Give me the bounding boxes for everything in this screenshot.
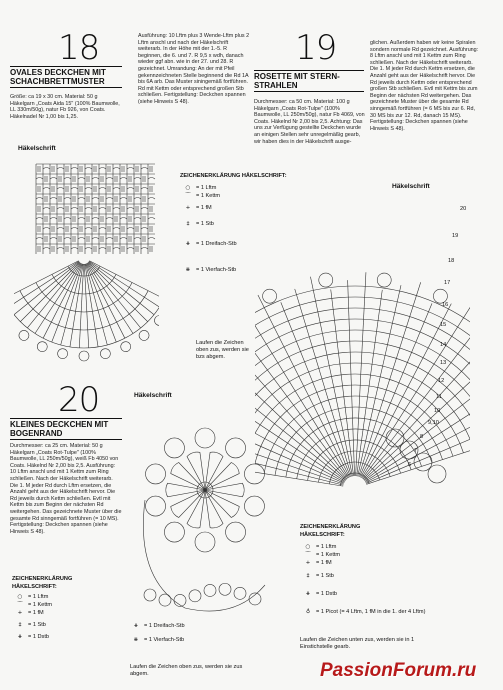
row-label: 8 <box>420 434 424 440</box>
row-label: 19 <box>452 233 459 239</box>
title-line: KLEINES DECKCHEN MIT <box>10 420 109 429</box>
chart-stroke <box>43 248 50 250</box>
legend-item <box>12 609 82 617</box>
chart-stroke <box>120 198 127 200</box>
chart-stroke <box>64 238 71 240</box>
chart-stroke <box>92 178 99 180</box>
row-label: 7 <box>414 448 418 454</box>
legend-text: = 1 Vierfach-Stb <box>144 637 185 643</box>
legend-text: = 1 Kettm <box>28 602 53 608</box>
treble-crochet-icon: ⧺ <box>305 591 311 597</box>
chart-stroke <box>139 330 149 340</box>
legend-text: = 1 Stb <box>28 622 46 628</box>
pattern-title-18 <box>10 66 122 88</box>
row-label: 14 <box>440 342 447 348</box>
chart-stroke <box>50 218 57 220</box>
legend-text: = 1 Lftm <box>28 594 49 600</box>
chart-stroke <box>148 238 155 240</box>
chart-stroke <box>19 330 29 340</box>
legend-item <box>128 636 185 644</box>
chart-stroke <box>113 248 120 250</box>
chart-stroke <box>99 228 106 230</box>
chart-stroke <box>64 198 71 200</box>
chart-stroke <box>113 228 120 230</box>
legend-text: = 1 Lftm <box>316 544 337 550</box>
chart-stroke <box>43 168 50 170</box>
chart-stroke <box>141 188 148 190</box>
chart-stroke <box>106 178 113 180</box>
slip-stitch-icon: ⌒ <box>17 602 23 608</box>
chart-stroke <box>187 490 205 528</box>
chart-stroke <box>141 228 148 230</box>
legend-text: = 1 Dreifach-Stb <box>144 623 185 629</box>
row-label: 10 <box>434 408 441 414</box>
chart-stroke <box>50 238 57 240</box>
title-line: STRAHLEN <box>254 81 298 90</box>
legend-text: = 1 Lftm <box>196 185 217 191</box>
pattern-number-18: 18 <box>58 28 100 68</box>
chart-stroke <box>50 198 57 200</box>
chart-stroke <box>106 238 113 240</box>
chart-note-20: Laufen die Zeichen oben zus, werden sie zus abgem. <box>130 664 243 677</box>
chart-stroke <box>78 178 85 180</box>
triple-treble-icon: ⧺ <box>133 623 139 629</box>
chart-stroke <box>78 198 85 200</box>
chart-stroke <box>144 589 156 601</box>
chart-stroke <box>348 280 355 476</box>
chart-stroke <box>360 303 432 477</box>
chart-stroke <box>84 264 88 348</box>
legend-item <box>300 543 450 551</box>
legend-text: = 1 fM <box>316 560 332 566</box>
pattern-title-19 <box>254 70 364 92</box>
chart-stroke <box>36 198 43 200</box>
chart-stroke <box>234 587 246 599</box>
chart-stroke <box>27 263 80 328</box>
chart-stroke <box>58 349 68 359</box>
chart-stroke <box>85 208 92 210</box>
chart-stroke <box>43 208 50 210</box>
quad-treble-icon: ⧻ <box>185 267 191 273</box>
chart-label-18: Häkelschrift <box>18 145 56 152</box>
single-crochet-icon: + <box>17 610 23 616</box>
chart-stroke <box>85 228 92 230</box>
pattern-20-instructions: Durchmesser: ca 25 cm. Material: 50 g Häkelgarn „Coats Rot-Tulpe" (100% Baumwolle, LL 250m/50g), weiß Fb 4050 von Coats. Häkelnd Nr 2,00 bis 2,5. Ausführung: 10 Lftm anschl und mit 1 Kettm zum Ring schließen. Nach der Häkelschrift weiterarb. Die 1. M jeder Rd durch Lftm ersetzen, die Anzahl geht aus der Häkelschrift hervor. Die Rd jeweils durch Kettm schließen. Evtl mit Kettm bis zum Beginn der nächsten Rd weitergehen. Das gezeichnete Muster über die gesamte Rd sinngemäß fortführen (= 10 MS). Fertigstellung: Deckchen spannen (siehe Hinweis S 48). <box>10 443 122 535</box>
chart-stroke <box>106 198 113 200</box>
chart-stroke <box>141 208 148 210</box>
slip-stitch-icon: ⌒ <box>185 193 191 199</box>
legend-heading: ZEICHENERKLÄRUNG HÄKELSCHRIFT: <box>12 576 73 590</box>
chart-stroke <box>146 496 166 516</box>
chart-stroke <box>71 188 78 190</box>
chart-stroke <box>71 248 78 250</box>
chart-stroke <box>88 263 141 328</box>
double-crochet-icon: ‡ <box>306 573 310 579</box>
triple-treble-icon: ⧺ <box>185 241 191 247</box>
chart-stroke <box>99 188 106 190</box>
chart-stroke <box>71 228 78 230</box>
chart-stroke <box>20 291 148 330</box>
chart-stroke <box>36 283 132 312</box>
chart-stroke <box>36 178 43 180</box>
legend-heading: ZEICHENERKLÄRUNG HÄKELSCHRIFT: <box>180 173 287 179</box>
single-crochet-icon: + <box>185 205 191 211</box>
chart-stroke <box>92 198 99 200</box>
chain-icon: ○ <box>185 185 191 191</box>
chart-stroke <box>14 262 79 315</box>
chart-stroke <box>57 188 64 190</box>
chart-stroke <box>428 465 446 483</box>
chart-stroke <box>134 198 141 200</box>
chart-stroke <box>159 594 171 606</box>
chart-stroke <box>85 188 92 190</box>
legend-item <box>128 622 185 630</box>
chart-stroke <box>120 238 127 240</box>
chart-stroke <box>78 238 85 240</box>
chart-stroke <box>43 228 50 230</box>
chart-stroke <box>141 168 148 170</box>
chart-stroke <box>57 208 64 210</box>
chart-stroke <box>205 463 239 490</box>
chart-stroke <box>89 261 159 307</box>
chart-stroke <box>79 264 83 348</box>
chart-stroke <box>14 261 79 299</box>
chart-stroke <box>155 315 159 325</box>
chart-stroke <box>52 274 116 294</box>
legend-item <box>300 590 450 598</box>
chart-stroke <box>120 218 127 220</box>
single-crochet-icon: + <box>305 560 311 566</box>
chart-stroke <box>319 273 333 287</box>
chart-stroke <box>171 490 205 517</box>
chart-stroke <box>295 289 352 477</box>
chart-stroke <box>134 178 141 180</box>
chain-icon: ○ <box>305 544 311 550</box>
legend-item <box>12 593 82 601</box>
chart-stroke <box>226 438 246 458</box>
legend-text: = 1 Stb <box>316 573 334 579</box>
chart-stroke <box>85 248 92 250</box>
title-line: ROSETTE MIT STERN- <box>254 72 340 81</box>
chart-stroke <box>195 428 215 448</box>
chart-stroke <box>113 168 120 170</box>
chart-note-19: Laufen die Zeichen unten zus, werden sie in 1 Einstichstelle gearb. <box>300 637 415 650</box>
chart-stroke <box>244 496 264 516</box>
chart-stroke <box>171 463 205 490</box>
chart-stroke <box>226 522 246 542</box>
legend-text: = 1 Stb <box>196 221 214 227</box>
chart-label-19: Häkelschrift <box>392 183 430 190</box>
chart-stroke <box>127 228 134 230</box>
chain-icon: ○ <box>17 594 23 600</box>
title-line: OVALES DECKCHEN MIT <box>10 68 106 77</box>
row-label: 20 <box>460 206 467 212</box>
chart-stroke <box>195 532 215 552</box>
chart-stroke <box>120 178 127 180</box>
pattern-title-20 <box>10 418 122 440</box>
chart-stroke <box>263 289 277 303</box>
chart-stroke <box>64 218 71 220</box>
chart-stroke <box>89 262 154 315</box>
chart-stroke <box>57 248 64 250</box>
chart-stroke <box>205 483 244 497</box>
chart-stroke <box>148 218 155 220</box>
chart-stroke <box>127 248 134 250</box>
chart-stroke <box>85 168 92 170</box>
legend-text: = 1 Dstb <box>316 591 337 597</box>
chart-stroke <box>86 264 108 345</box>
legend-item <box>12 633 82 641</box>
row-label: 15 <box>440 322 447 328</box>
chart-stroke <box>78 218 85 220</box>
double-crochet-icon: ‡ <box>18 622 22 628</box>
title-line: SCHACHBRETTMUSTER <box>10 77 105 86</box>
chart-stroke <box>36 218 43 220</box>
pattern-18-instructions: Ausführung: 10 Lftm plus 3 Wende-Lftm plus 2 Lftm anschl und nach der Häkelschrift weiterarb. In der Höhe mit der 1.-5. R beginnen, die 6. und 7. R 9,5 x wdh, danach wieder ggf abn. wie in der 27. und 28. R gezeichnet. Umrandung: An der mit Pfeil gekennzeichneten Stelle beginnend die Rd 1A bis 6A arb. Das Muster siningemäß fortführen. Rd mit Kettm oder entsprechend großen Stb schließen. Fertigstellung: Deckchen spannen (siehe Hinweis S 48). <box>138 33 250 105</box>
chart-stroke <box>255 341 470 465</box>
legend-text: = 1 fM <box>196 205 212 211</box>
chart-stroke <box>71 208 78 210</box>
chart-stroke <box>361 304 452 478</box>
chart-stroke <box>141 248 148 250</box>
pattern-18-materials: Größe: ca 19 x 30 cm. Material: 50 g Häkelgarn „Coats Aida 15" (100% Baumwolle, LL 330m/50g), natur Fb 926, von Coats. Häkelnadel Nr 1,00 bis 1,25. <box>10 94 120 120</box>
slip-stitch-icon: ⌒ <box>305 552 311 558</box>
chart-stroke <box>37 342 47 352</box>
chart-stroke <box>134 238 141 240</box>
title-line: BOGENRAND <box>10 429 63 438</box>
chart-stroke <box>166 483 205 497</box>
legend-text: = 1 fM <box>28 610 44 616</box>
chart-stroke <box>366 424 470 485</box>
legend-item <box>300 559 450 567</box>
chart-stroke <box>71 168 78 170</box>
legend-text: = 1 Dstb <box>28 634 49 640</box>
chart-stroke <box>146 464 166 484</box>
legend-item <box>300 551 450 559</box>
quad-treble-icon: ⧻ <box>133 637 139 643</box>
chart-stroke <box>134 218 141 220</box>
row-label: 16 <box>442 302 449 308</box>
chart-stroke <box>68 266 100 276</box>
legend-20-extra <box>128 622 185 644</box>
pattern-number-20: 20 <box>58 380 100 420</box>
pattern-19-instructions: glichen. Außerdem haben wir keine Spiralen sondern normale Rd gezeichnet. Ausführung: 8 Lftm anschl und mit 1 Kettm zum Ring schließen. Nach der Häkelschrift weiterarb. Die 1. M jeder Rd durch Kettm ersetzen, die Anzahl geht aus der Häkelschrift hervor. Die Rd jeweils durch Kettm oder entsprechend großen Stb schließen. Evtl mit Kettm bis zum Beginn der nächsten Rd weitergehen. Das gezeichnete Muster über die gesamte Rd sinngemäß fortführen (= 6 MS bis zur 6. Rd, 30 MS bis zur 12. Rd, danach 15 MS). Fertigstellung: Deckchen spannen (siehe Hinweis S 48). <box>370 40 479 132</box>
chart-stroke <box>50 178 57 180</box>
legend-text: = 1 Kettm <box>316 552 341 558</box>
legend-text: = 1 Dreifach-Stb <box>196 241 237 247</box>
chart-stroke <box>205 490 223 528</box>
legend-text: = 1 Kettm <box>196 193 221 199</box>
chart-stroke <box>219 583 231 595</box>
chart-stroke <box>127 168 134 170</box>
chart-stroke <box>99 208 106 210</box>
chart-stroke <box>363 334 470 479</box>
chart-stroke <box>189 590 201 602</box>
chart-stroke <box>255 286 470 456</box>
row-label: 9,10 <box>428 420 439 426</box>
chart-stroke <box>36 238 43 240</box>
chart-stroke <box>106 218 113 220</box>
chart-stroke <box>164 522 184 542</box>
chart-stroke <box>365 375 470 481</box>
chart-stroke <box>113 208 120 210</box>
chart-stroke <box>205 490 239 517</box>
chart-stroke <box>113 188 120 190</box>
row-label: 17 <box>444 280 451 286</box>
chart-stroke <box>143 500 265 611</box>
chart-stroke <box>64 178 71 180</box>
chart-stroke <box>377 273 391 287</box>
row-label: 11 <box>436 394 442 400</box>
row-label: 6 <box>408 462 412 468</box>
crochet-chart-19 <box>255 188 470 500</box>
row-label: 18 <box>448 258 455 264</box>
crochet-chart-20 <box>130 398 280 616</box>
chart-note-18: Laufen die Zeichen oben zus, werden sie bzs abgem. <box>196 340 249 360</box>
chart-stroke <box>57 168 64 170</box>
row-label: 13 <box>440 360 447 366</box>
chart-stroke <box>43 188 50 190</box>
chart-stroke <box>187 452 205 490</box>
legend-item <box>300 572 450 580</box>
legend-heading: ZEICHENERKLÄRUNG HÄKELSCHRIFT: <box>300 524 361 538</box>
chart-stroke <box>57 228 64 230</box>
chart-stroke <box>61 264 83 345</box>
watermark: PassionForum.ru <box>320 660 477 681</box>
chart-stroke <box>127 208 134 210</box>
chart-stroke <box>244 464 264 484</box>
legend-item <box>300 608 450 616</box>
chart-stroke <box>164 438 184 458</box>
chart-label-20: Häkelschrift <box>134 392 172 399</box>
chart-stroke <box>364 366 470 481</box>
chart-stroke <box>127 188 134 190</box>
chart-stroke <box>92 218 99 220</box>
chart-stroke <box>100 349 110 359</box>
chart-stroke <box>99 248 106 250</box>
pattern-19-materials: Durchmesser: ca 50 cm. Material: 100 g Häkelgarn „Coats Rot-Tulpe" (100% Baumwolle, LL 250m/50g), natur Fb 4069, von Coats. Häkelnd Nr 2,00 bis 2,5. Achtung: Das uns zur Verfügung gestellte Deckchen wurde an einigen Stellen sehr unregelmäßig gearb, wir haben dies in der Häkelschrift ausge- <box>254 99 365 145</box>
double-crochet-icon: ‡ <box>186 221 190 227</box>
legend-text: = 1 Vierfach-Stb <box>196 267 237 273</box>
row-label: 12 <box>438 378 445 384</box>
picot-icon: ♁ <box>305 609 311 615</box>
chart-stroke <box>366 387 470 482</box>
chart-stroke <box>79 351 89 361</box>
chart-stroke <box>99 168 106 170</box>
chart-stroke <box>204 584 216 596</box>
pattern-number-19: 19 <box>295 28 337 68</box>
treble-crochet-icon: ⧺ <box>17 634 23 640</box>
legend-item <box>12 621 82 629</box>
legend-text: = 1 Picot (= 4 Lftm, 1 fM in die 1. der 4 Lftm) <box>316 609 426 615</box>
chart-stroke <box>148 198 155 200</box>
chart-stroke <box>148 178 155 180</box>
chart-stroke <box>121 342 131 352</box>
legend-item <box>12 601 82 609</box>
legend-20 <box>12 575 82 641</box>
chart-stroke <box>331 289 354 476</box>
chart-stroke <box>92 238 99 240</box>
crochet-chart-18 <box>14 150 159 372</box>
legend-19 <box>300 523 450 616</box>
chart-stroke <box>205 452 223 490</box>
